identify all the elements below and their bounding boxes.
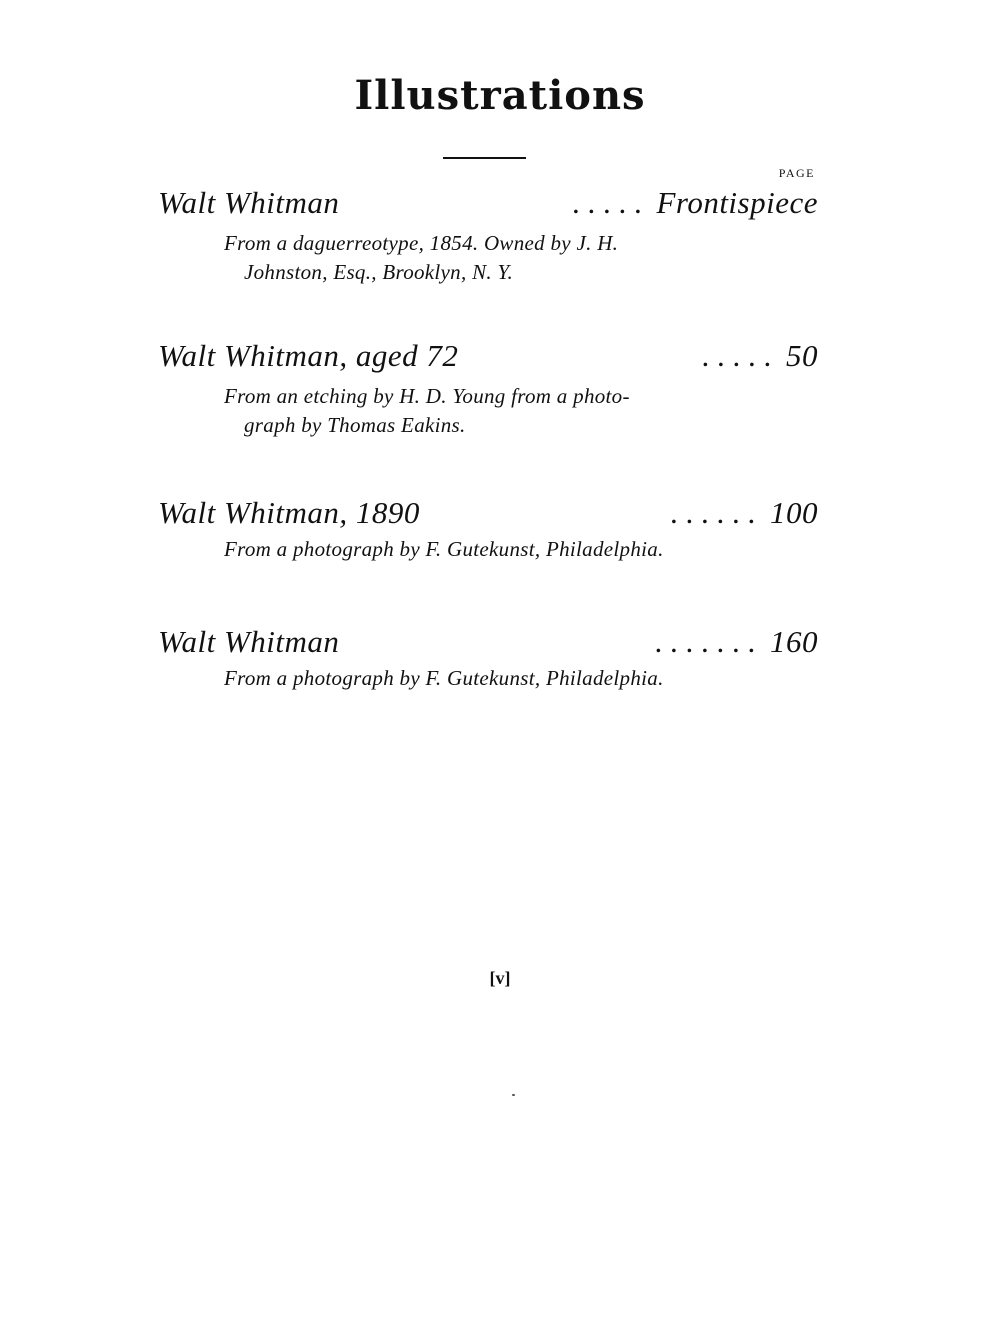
entry-heading-line [158,624,818,660]
entry-page-ref: 160 [770,624,818,659]
entry-title: Walt Whitman [158,185,340,220]
heading-rule [443,157,526,159]
description-line: From an etching by H. D. Young from a photo- [224,384,630,408]
illustration-entry [158,624,818,693]
dot-leader: . . . . . [702,338,772,373]
entry-page-ref: 100 [770,495,818,530]
dot-leader: . . . . . . [670,495,756,530]
entry-heading-line [158,185,818,221]
entry-title: Walt Whitman [158,624,340,659]
entry-page-ref: Frontispiece [656,185,818,220]
entry-page-ref: 50 [786,338,818,373]
entry-description [224,664,750,693]
entry-description [224,229,750,287]
dot-leader: . . . . . [572,185,643,220]
entry-title: Walt Whitman, 1890 [158,495,420,530]
entry-heading-line [158,338,818,374]
entry-heading-line [158,495,818,531]
description-line: graph by Thomas Eakins. [244,413,466,437]
page-heading: Illustrations [354,72,646,119]
description-line: Johnston, Esq., Brooklyn, N. Y. [244,260,514,284]
paper-speck [512,1094,515,1096]
dot-leader: . . . . . . . [655,624,756,659]
entry-title: Walt Whitman, aged 72 [158,338,459,373]
illustration-entry [158,185,818,287]
description-line: From a photograph by F. Gutekunst, Philadelphia. [224,666,664,690]
page-column-label: PAGE [778,166,815,180]
entry-description [224,382,750,440]
description-line: From a photograph by F. Gutekunst, Philadelphia. [224,537,664,561]
description-line: From a daguerreotype, 1854. Owned by J. H. [224,231,619,255]
illustration-entry [158,495,818,564]
entry-description [224,535,750,564]
illustration-entry [158,338,818,440]
page-folio: [v] [489,968,511,988]
